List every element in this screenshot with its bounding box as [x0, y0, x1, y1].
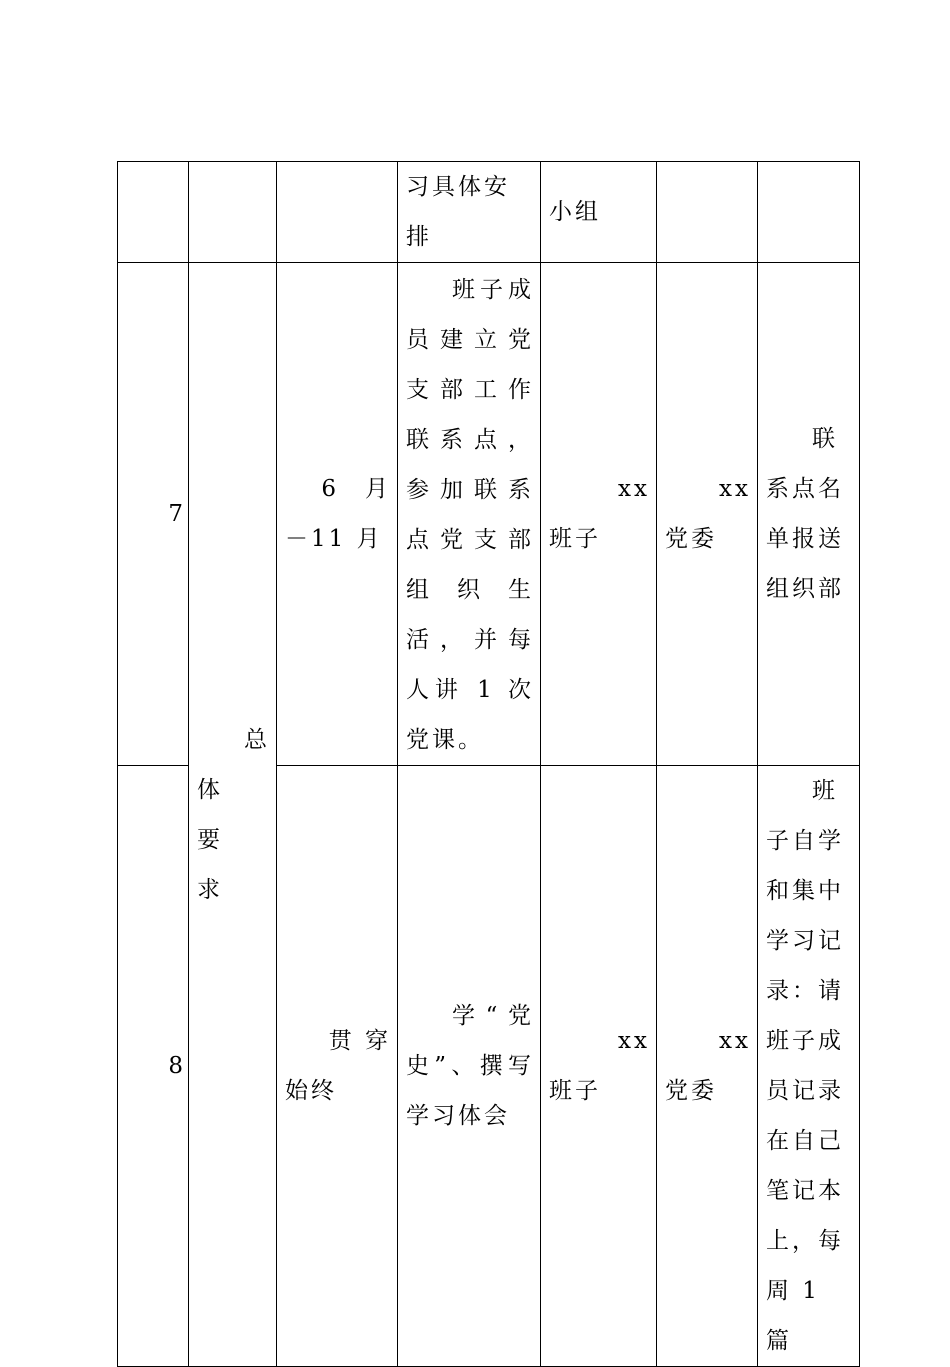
- organizer-line-2: 党委: [665, 1078, 717, 1104]
- cell-note: 联系点名单报送组织部: [758, 263, 860, 766]
- organizer-line-2: 党委: [665, 526, 717, 552]
- participant-line-1: xx: [618, 1028, 650, 1054]
- time-line-2: －11 月: [285, 526, 383, 552]
- organizer-line-1: xx: [719, 1028, 751, 1054]
- cell-content: 习具体安排: [398, 162, 541, 263]
- participant-line-1: xx: [618, 476, 650, 502]
- cell-note-empty: [758, 162, 860, 263]
- cell-content: 学“党史”、撰写学习体会: [398, 766, 541, 1367]
- cell-participant: [541, 766, 657, 1367]
- participant-line-2: 班子: [549, 1078, 601, 1104]
- cell-category: [189, 263, 277, 1367]
- cell-note: 班子自学和集中学习记录：请班子成员记录在自己笔记本上，每周 1 篇: [758, 766, 860, 1367]
- cell-num: 8: [118, 766, 189, 1367]
- cell-time-empty: [277, 162, 398, 263]
- cell-participant: [541, 263, 657, 766]
- cell-responsible: 小组: [541, 162, 657, 263]
- cell-time: [277, 263, 398, 766]
- time-line-1: 6 月: [321, 476, 391, 502]
- cell-category-empty: [189, 162, 277, 263]
- schedule-table: [117, 161, 860, 1367]
- cell-time: [277, 766, 398, 1367]
- time-line-2: 始终: [285, 1078, 337, 1104]
- time-line-1: 贯 穿: [328, 1028, 391, 1054]
- participant-line-2: 班子: [549, 526, 601, 552]
- organizer-line-1: xx: [719, 476, 751, 502]
- cell-organizer-empty: [657, 162, 758, 263]
- cell-organizer: [657, 263, 758, 766]
- cell-num-empty: [118, 162, 189, 263]
- table-row-7: [118, 263, 860, 766]
- category-line-2: 体 要: [197, 776, 249, 853]
- cell-organizer: [657, 766, 758, 1367]
- category-line-1: 总: [244, 726, 270, 753]
- category-line-3: 求: [197, 876, 223, 903]
- cell-num: 7: [118, 263, 189, 766]
- table-row-continued: [118, 162, 860, 263]
- cell-content: 班子成员建立党支部工作联系点，参加联系点党支部组织生活，并每人讲 1 次党课。: [398, 263, 541, 766]
